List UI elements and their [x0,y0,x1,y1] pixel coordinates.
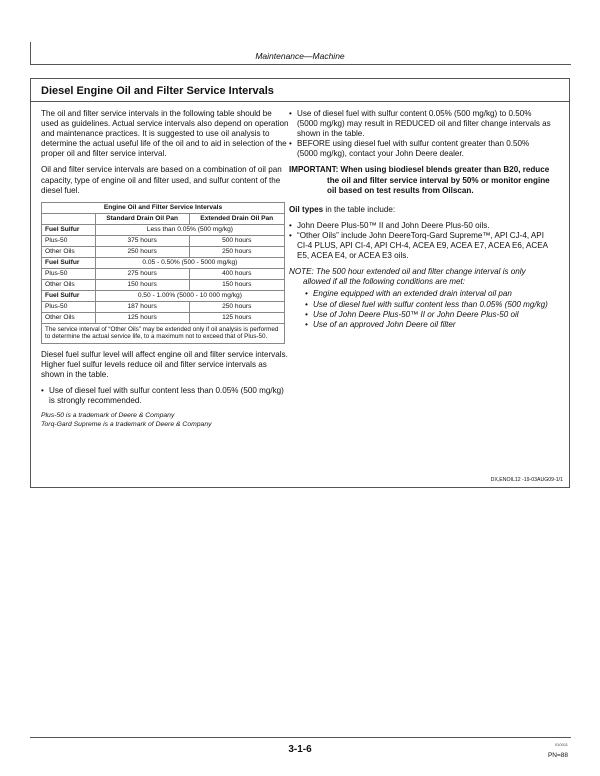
list-item: • Use of John Deere Plus-50™ II or John Deere Plus-50 oil [305,310,551,320]
content-box [30,78,570,488]
table-row: Other Oils 125 hours 125 hours [42,312,285,323]
title-rule [31,101,569,102]
table-header-extended: Extended Drain Oil Pan [189,213,284,224]
oil-types-rest: in the table include: [323,204,396,214]
table-note: The service interval of “Other Oils” may be extended only if oil analysis is performed to determine the actual service life, to a maximum not to exceed that of Plus-50. [42,323,285,343]
intro-paragraph: The oil and filter service intervals in the following table should be used as guidelines. Actual service intervals also depend on operation and maintenance practices. It is suggested to use oil analysis to determine the actual useful life of the oil and to aid in selection of the proper oil and filter service interval. [41,109,289,159]
footer-rule [30,737,571,738]
header-rule [30,64,571,65]
table-row: Fuel Sulfur 0.05 - 0.50% (500 - 5000 mg/kg) [42,257,285,268]
table-row: Plus-50 275 hours 400 hours [42,268,285,279]
table-row: Other Oils 150 hours 150 hours [42,279,285,290]
right-column [289,109,551,336]
left-column [41,109,289,429]
list-item: • Engine equipped with an extended drain interval oil pan [305,289,551,299]
sulfur-paragraph: Diesel fuel sulfur level will affect engine oil and filter service intervals. Higher fuel sulfur levels reduce oil and filter service intervals as shown in the table. [41,349,288,379]
trademark-plus50: Plus-50 is a trademark of Deere & Company [41,412,175,420]
table-caption: Engine Oil and Filter Service Intervals [42,202,285,213]
table-row: Plus-50 375 hours 500 hours [42,235,285,246]
list-item: • “Other Oils” include John DeereTorq-Gard Supreme™, API CJ-4, API CI-4 PLUS, API CI-4, API CH-4, ACEA E9, ACEA E7, ACEA E6, ACEA E5, ACEA E4, or ACEA E3 oils. [289,231,551,261]
table-header-standard: Standard Drain Oil Pan [95,213,189,224]
table-row: Other Oils 250 hours 250 hours [42,246,285,257]
pn-number: PN=88 [547,752,568,759]
service-interval-table [41,202,285,344]
table-header-empty [42,213,96,224]
list-item: • Use of diesel fuel with sulfur content 0.05% (500 mg/kg) to 0.50% (5000 mg/kg) may result in REDUCED oil and filter change intervals as shown in the table. [289,109,551,139]
list-item: • Use of diesel fuel with sulfur content less than 0.05% (500 mg/kg) is strongly recommended. [41,386,289,406]
right-bullets [289,109,551,159]
list-item: • John Deere Plus-50™ II and John Deere Plus-50 oils. [289,221,551,231]
table-row: Fuel Sulfur 0.50 - 1.00% (5000 - 10 000 mg/kg) [42,290,285,301]
table-row: Fuel Sulfur Less than 0.05% (500 mg/kg) [42,224,285,235]
section-title: Diesel Engine Oil and Filter Service Intervals [41,85,274,97]
list-item: • Use of diesel fuel with sulfur content less than 0.05% (500 mg/kg) [305,300,551,310]
table-row: Plus-50 187 hours 250 hours [42,301,285,312]
page-number: 3-1-6 [288,744,312,755]
list-item: • BEFORE using diesel fuel with sulfur content greater than 0.50% (5000 mg/kg), contact your John Deere dealer. [289,139,551,159]
running-header: Maintenance—Machine [255,51,345,61]
conditions-list [289,289,551,329]
basis-paragraph: Oil and filter service intervals are based on a combination of oil pan capacity, type of engine oil and filter used, and sulfur content of the diesel fuel. [41,165,282,195]
oil-types-list [289,221,551,261]
list-item: • Use of an approved John Deere oil filter [305,320,551,330]
note-paragraph: NOTE: The 500 hour extended oil and filter change interval is only allowed if all the following conditions are met: [289,267,526,287]
oil-types-label: Oil types [289,204,324,214]
tiny-code: 010011 [554,742,568,747]
trademark-torqgard: Torq-Gard Supreme is a trademark of Deere & Company [41,420,212,428]
left-bullets [41,386,289,406]
oil-types-intro [289,205,551,215]
document-reference: DX,ENOIL12 -19-03AUG09-1/1 [490,477,563,483]
important-notice: IMPORTANT: When using biodiesel blends greater than B20, reduce the oil and filter service interval by 50% or monitor engine oil based on test results from Oilscan. [289,165,550,195]
